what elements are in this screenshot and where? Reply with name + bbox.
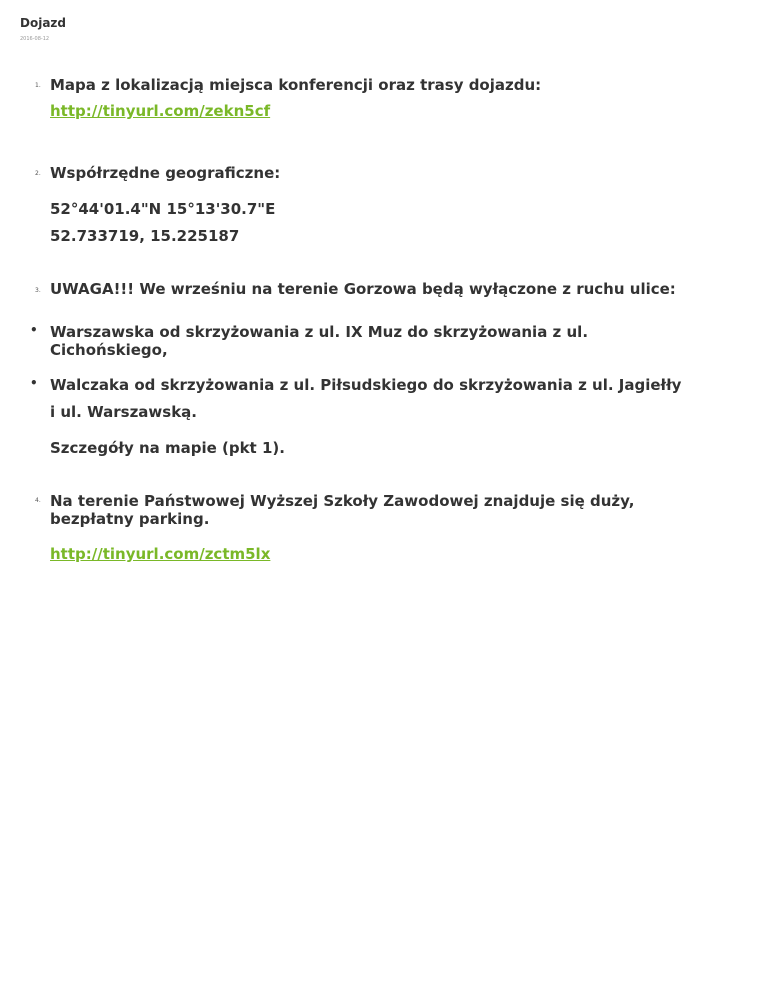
note-text: Szczegóły na mapie (pkt 1). (50, 439, 285, 457)
page-date: 2016-08-12 (20, 36, 50, 42)
item-number: 3. (35, 287, 41, 294)
coordinates-dms: 52°44'01.4"N 15°13'30.7"E (50, 200, 276, 218)
item-text: UWAGA!!! We wrześniu na terenie Gorzowa będą wyłączone z ruchu ulice: (50, 280, 676, 298)
item-text: Współrzędne geograficzne: (50, 164, 281, 182)
coordinates-decimal: 52.733719, 15.225187 (50, 227, 240, 245)
page-title: Dojazd (20, 16, 66, 30)
bullet-item: Warszawska od skrzyżowania z ul. IX Muz do skrzyżowania z ul. Cichońskiego, (50, 323, 589, 359)
bullet-icon: • (30, 376, 38, 390)
item-number: 1. (35, 82, 41, 89)
bullet-item: Walczaka od skrzyżowania z ul. Piłsudskiego do skrzyżowania z ul. Jagiełły (50, 376, 682, 394)
item-text: Mapa z lokalizacją miejsca konferencji oraz trasy dojazdu: (50, 76, 542, 94)
item-number: 2. (35, 170, 41, 177)
bullet-icon: • (30, 323, 38, 337)
item-text: Na terenie Państwowej Wyższej Szkoły Zawodowej znajduje się duży, bezpłatny parking. (50, 492, 635, 528)
map-link[interactable]: http://tinyurl.com/zekn5cf (50, 102, 271, 120)
item-number: 4. (35, 497, 41, 504)
bullet-item-continuation: i ul. Warszawską. (50, 403, 197, 421)
parking-link[interactable]: http://tinyurl.com/zctm5lx (50, 545, 271, 563)
